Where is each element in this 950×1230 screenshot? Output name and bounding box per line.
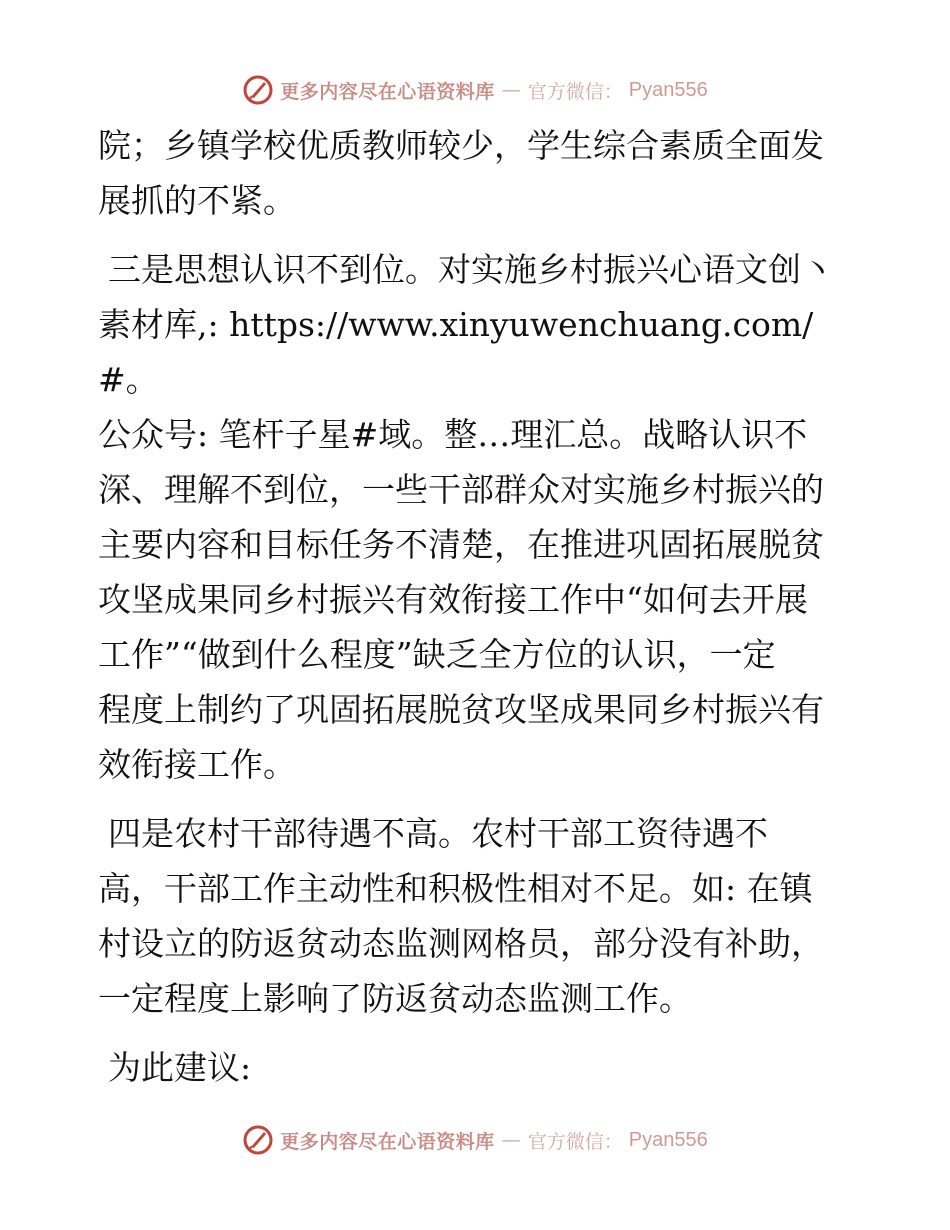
text-line: 工作”“做到什么程度”缺乏全方位的认识，一定	[98, 635, 776, 674]
banner-wechat-id: Pyan556	[628, 78, 708, 101]
text-line: 攻坚成果同乡村振兴有效衔接工作中“如何去开展	[98, 580, 808, 619]
banner-main-text: 更多内容尽在心语资料库	[280, 80, 495, 103]
text-line: 主要内容和目标任务不清楚，在推进巩固拓展脱贫	[98, 525, 824, 564]
header-banner	[0, 72, 950, 108]
text-line: 村设立的防返贫动态监测网格员，部分没有补助，	[98, 924, 824, 963]
banner-official-label: 官方微信：	[527, 80, 623, 103]
banner-official-label: 官方微信：	[527, 1130, 623, 1153]
document-body	[98, 118, 858, 1095]
paragraph-3	[98, 806, 858, 861]
text-line: 院；乡镇学校优质教师较少，学生综合素质全面发	[98, 126, 824, 165]
text-line: 三是思想认识不到位。对实施乡村振兴心语文创丶	[108, 250, 834, 289]
paragraph-3-cont	[98, 861, 858, 1026]
banner-wechat-id: Pyan556	[628, 1128, 708, 1151]
text-line: 效衔接工作。	[98, 745, 296, 784]
text-line: 程度上制约了巩固拓展脱贫攻坚成果同乡村振兴有	[98, 690, 824, 729]
text-line: 深、理解不到位，一些干部群众对实施乡村振兴的	[98, 470, 824, 509]
paragraph-2	[98, 242, 858, 297]
banner-dash: —	[501, 79, 521, 101]
paragraph-4	[98, 1040, 858, 1095]
paragraph-1	[98, 118, 858, 228]
paragraph-2-cont	[98, 297, 858, 792]
text-line: 一定程度上影响了防返贫动态监测工作。	[98, 979, 692, 1018]
text-line: 四是农村干部待遇不高。农村干部工资待遇不	[108, 814, 768, 853]
quill-logo-icon	[242, 74, 274, 106]
text-line: 为此建议:	[108, 1048, 252, 1087]
text-line: 素材库,: https://www.xinyuwenchuang.com/#。	[98, 305, 814, 399]
banner-dash: —	[501, 1129, 521, 1151]
banner-main-text: 更多内容尽在心语资料库	[280, 1130, 495, 1153]
text-line: 公众号: 笔杆子星#域。整…理汇总。战略认识不	[98, 415, 808, 454]
text-line: 展抓的不紧。	[98, 181, 296, 220]
footer-banner	[0, 1122, 950, 1158]
text-line: 高，干部工作主动性和积极性相对不足。如: 在镇	[98, 869, 813, 908]
quill-logo-icon	[242, 1124, 274, 1156]
